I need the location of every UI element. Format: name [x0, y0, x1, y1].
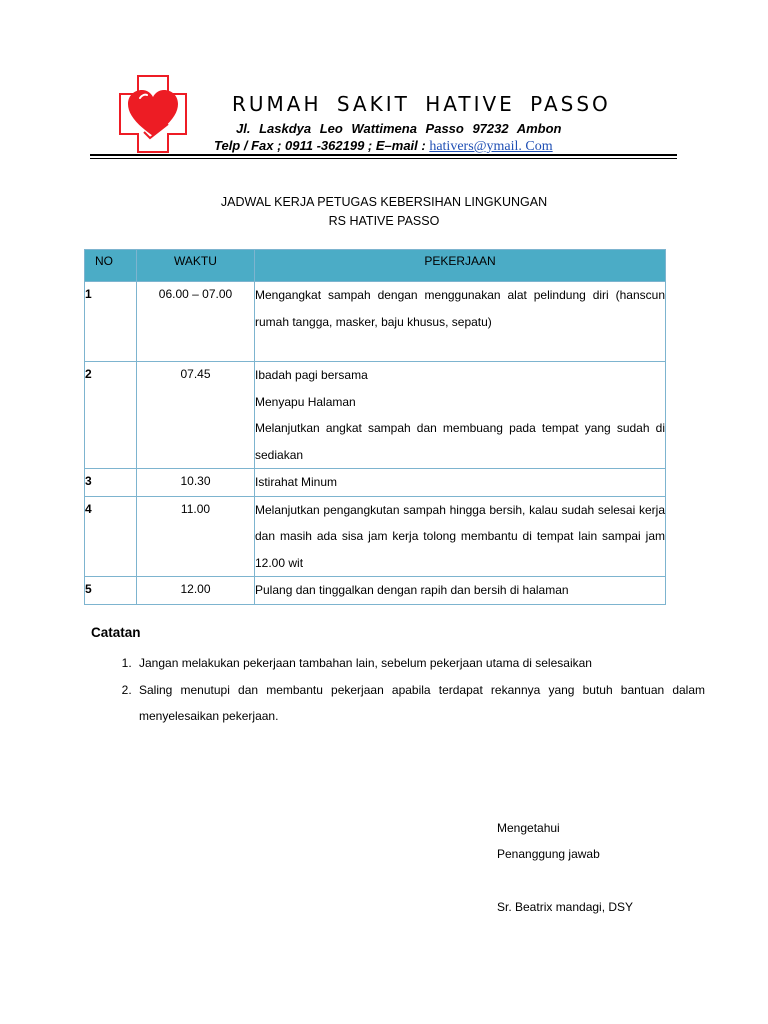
row-waktu: 12.00 — [137, 577, 255, 605]
row-no: 2 — [85, 362, 137, 469]
heart-icon — [128, 90, 178, 136]
row-pekerjaan — [255, 362, 666, 469]
row-pekerjaan — [255, 469, 666, 497]
task-line: Menyapu Halaman — [255, 394, 356, 409]
row-no: 3 — [85, 469, 137, 497]
row-waktu: 06.00 – 07.00 — [137, 282, 255, 362]
task-line: Istirahat Minum — [255, 475, 338, 489]
task-line: Pulang dan tinggalkan dengan rapih dan bersih di halaman — [255, 583, 569, 597]
notes-list — [107, 650, 705, 730]
table-header-row — [85, 250, 666, 282]
table-row — [85, 469, 666, 497]
signature-name: Sr. Beatrix mandagi, DSY — [497, 900, 634, 914]
header-rule-thin — [90, 158, 677, 159]
signature-role: Penanggung jawab — [497, 847, 600, 861]
task-line: Ibadah pagi bersama — [255, 368, 368, 382]
schedule-table — [84, 249, 666, 605]
table-row — [85, 496, 666, 577]
row-waktu: 07.45 — [137, 362, 255, 469]
email-link[interactable]: hativers@ymail. Com — [429, 139, 553, 154]
column-header-pekerjaan: PEKERJAAN — [255, 250, 666, 282]
document-subtitle: RS HATIVE PASSO — [328, 214, 440, 228]
signature-acknowledged: Mengetahui — [497, 821, 560, 835]
table-row — [85, 362, 666, 469]
list-item: 1. Jangan melakukan pekerjaan tambahan lain, sebelum pekerjaan utama di selesaikan — [135, 650, 705, 677]
task-line: Mengangkat sampah dengan menggunakan alat pelindung diri (hanscun rumah tangga, masker, baju khusus, sepatu) — [255, 288, 665, 329]
task-line: Melanjutkan angkat sampah dan membuang pada tempat yang sudah di sediakan — [255, 421, 665, 462]
table-row — [85, 282, 666, 362]
task-line: Melanjutkan pengangkutan sampah hingga bersih, kalau sudah selesai kerja dan masih ada sisa jam kerja tolong membantu di tempat lain sampai jam 12.00 wit — [255, 502, 665, 570]
hospital-logo — [118, 74, 188, 154]
column-header-no: NO — [85, 250, 137, 282]
contact-phone: Telp / Fax ; 0911 -362199 ; E–mail : — [214, 138, 430, 153]
row-no: 4 — [85, 496, 137, 577]
hospital-name: RUMAH SAKIT HATIVE PASSO — [232, 92, 611, 116]
list-item: 2. Saling menutupi dan membantu pekerjaan apabila terdapat rekannya yang butuh bantuan dalam menyelesaikan pekerjaan. — [135, 677, 705, 730]
row-pekerjaan — [255, 577, 666, 605]
row-pekerjaan — [255, 282, 666, 362]
header-rule — [90, 154, 677, 156]
row-pekerjaan — [255, 496, 666, 577]
row-waktu: 10.30 — [137, 469, 255, 497]
row-waktu: 11.00 — [137, 496, 255, 577]
document-title: JADWAL KERJA PETUGAS KEBERSIHAN LINGKUNGAN — [220, 195, 548, 209]
table-row — [85, 577, 666, 605]
row-no: 1 — [85, 282, 137, 362]
column-header-waktu: WAKTU — [137, 250, 255, 282]
hospital-address: Jl. Laskdya Leo Wattimena Passo 97232 Ambon — [236, 121, 562, 136]
hospital-contact — [214, 138, 553, 155]
row-no: 5 — [85, 577, 137, 605]
notes-heading: Catatan — [91, 625, 141, 640]
